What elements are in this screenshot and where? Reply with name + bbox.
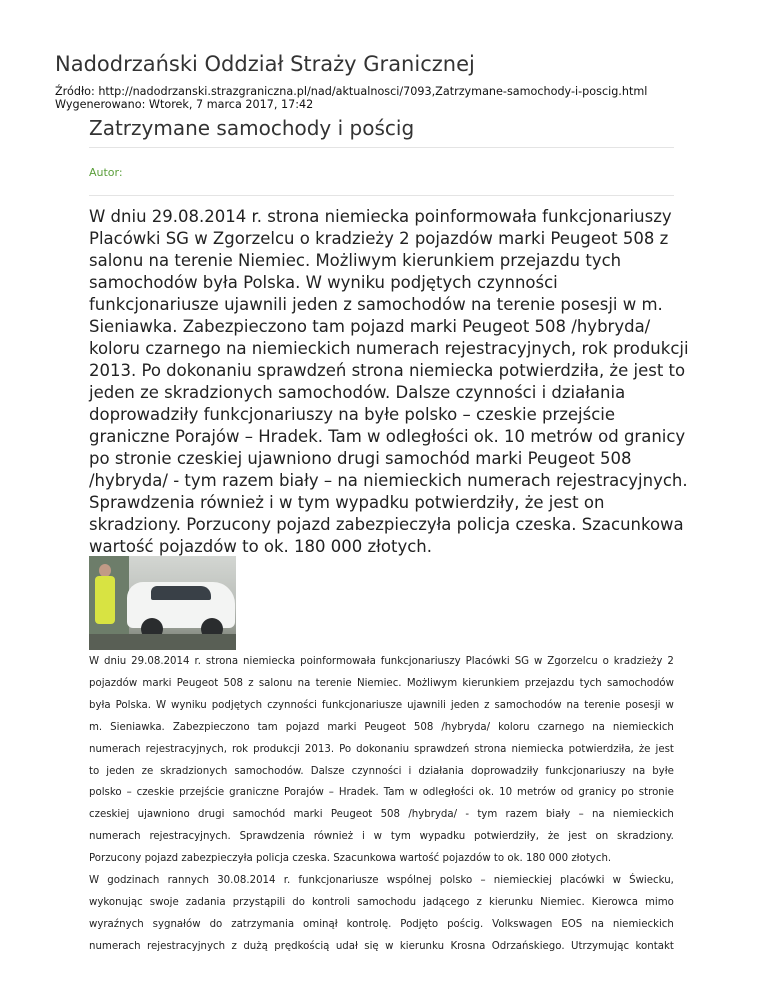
body-line: numerach rejestracyjnych. Sprawdzenia również i w tym wypadku potwierdziły, że jest on skradziony. [89,831,674,843]
photo-ground [89,634,236,650]
body-line: była Polska. W wyniku podjętych czynności funkcjonariusze ujawnili jeden z samochodów na terenie posesji w [89,699,674,711]
lead-line: 2013. Po dokonaniu sprawdzeń strona niemiecka potwierdziła, że jest to [89,361,686,380]
lead-line: graniczne Porajów – Hradek. Tam w odległości ok. 10 metrów od granicy [89,427,686,446]
body-line: numerach rejestracyjnych, rok produkcji 2013. Po dokonaniu sprawdzeń strona niemiecka potwierdziła, że jest [89,743,674,755]
body-line: czeskiej ujawniono drugi samochód marki Peugeot 508 /hybryda/ - tym razem biały – na niemieckich [89,809,674,821]
body-line: pojazdów marki Peugeot 508 z salonu na terenie Niemiec. Możliwym kierunkiem przejazdu tych samochodów [89,677,674,689]
body-line: W dniu 29.08.2014 r. strona niemiecka poinformowała funkcjonariuszy Placówki SG w Zgorzelcu o kradzieży 2 [89,656,674,667]
lead-line: samochodów była Polska. W wyniku podjętych czynności [89,273,558,292]
article-lead [89,206,689,558]
author-label: Autor: [89,166,123,179]
generated-line: Wygenerowano: Wtorek, 7 marca 2017, 17:42 [55,98,314,111]
body-line: polsko – czeskie przejście graniczne Porajów – Hradek. Tam w odległości ok. 10 metrów od granicy po stronie [89,787,674,799]
photo-officer [95,576,115,624]
body-line: to jeden ze skradzionych samochodów. Dalsze czynności i działania doprowadziły funkcjonariuszy na byłe [89,765,674,777]
lead-line: jeden ze skradzionych samochodów. Dalsze czynności i działania [89,383,626,402]
photo-car-window [151,586,211,600]
body-line: wykonując swoje zadania przystąpili do kontroli samochodu jadącego z kierunku Niemiec. Kierowca mimo [89,896,674,908]
body-line: m. Sieniawka. Zabezpieczono tam pojazd marki Peugeot 508 /hybryda/ koloru czarnego na niemieckich [89,721,674,733]
article-photo[interactable] [89,556,236,650]
lead-line: funkcjonariusze ujawnili jeden z samochodów na terenie posesji w m. [89,295,663,314]
lead-line: wartość pojazdów to ok. 180 000 złotych. [89,537,432,556]
document-meta [55,85,647,111]
divider [89,195,674,196]
lead-line: po stronie czeskiej ujawniono drugi samochód marki Peugeot 508 [89,449,632,468]
article-title: Zatrzymane samochody i pościg [89,116,415,140]
lead-line: koloru czarnego na niemieckich numerach rejestracyjnych, rok produkcji [89,339,689,358]
source-line: Źródło: http://nadodrzanski.strazgraniczna.pl/nad/aktualnosci/7093,Zatrzymane-samochody-i-poscig.html [55,85,648,98]
lead-line: W dniu 29.08.2014 r. strona niemiecka poinformowała funkcjonariuszy [89,207,672,226]
body-line: Porzucony pojazd zabezpieczyła policja czeska. Szacunkowa wartość pojazdów to ok. 180 000 złotych. [89,853,612,865]
lead-line: Sieniawka. Zabezpieczono tam pojazd marki Peugeot 508 /hybryda/ [89,317,651,336]
lead-line: doprowadziły funkcjonariuszy na byłe polsko – czeskie przejście [89,405,616,424]
body-line: wyraźnych sygnałów do zatrzymania ominął kontrolę. Podjęto pościg. Volkswagen EOS na niemieckich [89,918,674,930]
lead-line: skradziony. Porzucony pojazd zabezpieczyła policja czeska. Szacunkowa [89,515,684,534]
lead-line: Placówki SG w Zgorzelcu o kradzieży 2 pojazdów marki Peugeot 508 z [89,229,669,248]
lead-line: /hybryda/ - tym razem biały – na niemieckich numerach rejestracyjnych. [89,471,688,490]
divider [89,147,674,148]
body-line: numerach rejestracyjnych z dużą prędkością udał się w kierunku Krosna Odrzańskiego. Utrzymując kontakt [89,940,674,952]
body-line: W godzinach rannych 30.08.2014 r. funkcjonariusze wspólnej polsko – niemieckiej placówki w Świecku, [89,875,674,887]
lead-line: salonu na terenie Niemiec. Możliwym kierunkiem przejazdu tych [89,251,622,270]
lead-line: Sprawdzenia również i w tym wypadku potwierdziły, że jest on [89,493,605,512]
site-title: Nadodrzański Oddział Straży Granicznej [55,52,475,76]
article-body [89,651,674,958]
